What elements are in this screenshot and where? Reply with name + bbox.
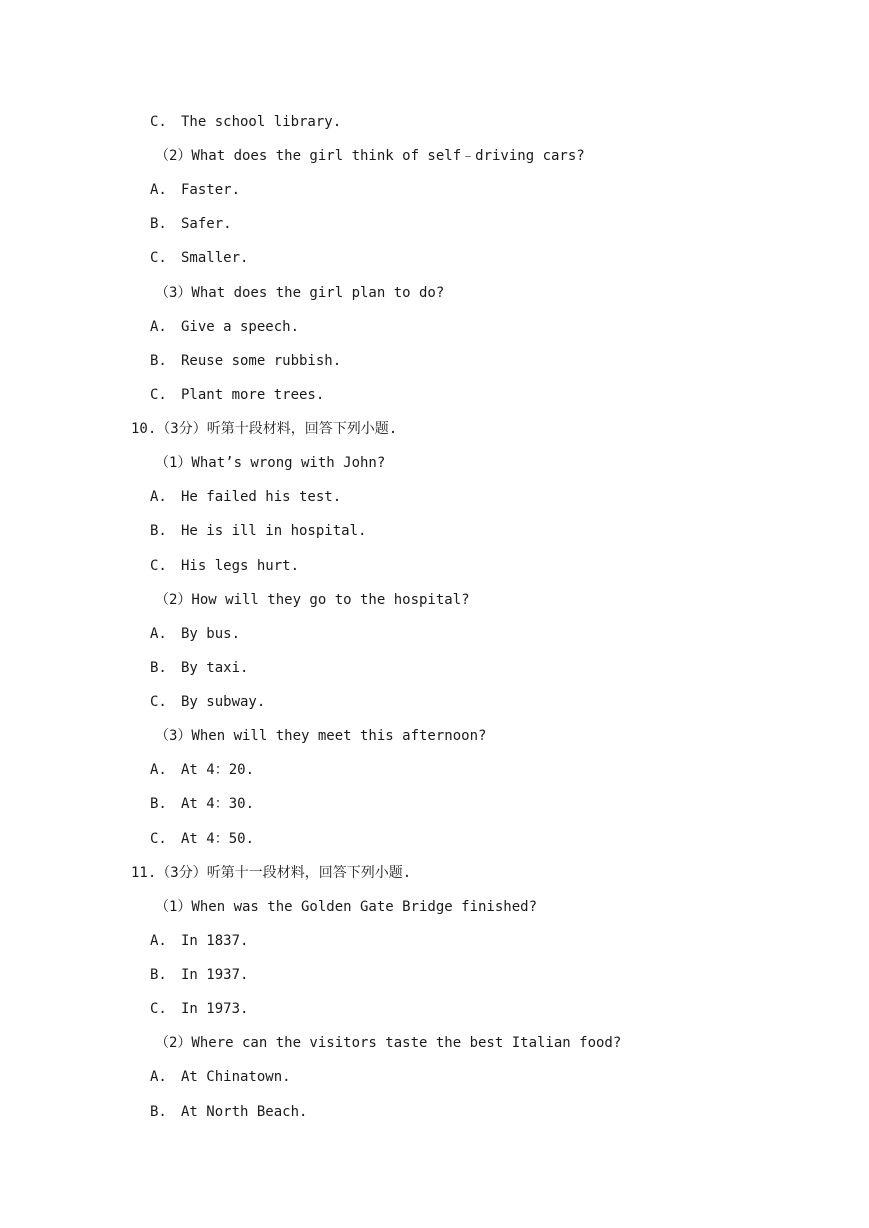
option-letter: C. <box>150 831 167 847</box>
option-a-failed-test <box>150 488 341 506</box>
question-11-heading: 11.（3分）听第十一段材料，回答下列小题. <box>131 865 412 881</box>
option-letter: B. <box>150 1104 167 1120</box>
option-text: In 1973. <box>181 1001 249 1017</box>
option-letter: B. <box>150 967 167 983</box>
option-letter: C. <box>150 114 167 130</box>
question-10-heading: 10.（3分）听第十段材料，回答下列小题. <box>131 421 398 437</box>
option-letter: A. <box>150 319 167 335</box>
option-a-faster <box>150 181 240 199</box>
option-b-north-beach <box>150 1103 307 1121</box>
option-a-chinatown <box>150 1068 291 1086</box>
sub-question-john: （1）What’s wrong with John? <box>155 455 386 471</box>
option-letter: C. <box>150 1001 167 1017</box>
option-text: At North Beach. <box>181 1104 308 1120</box>
option-text: He failed his test. <box>181 489 342 505</box>
option-b-1937 <box>150 966 248 984</box>
option-text: Plant more trees. <box>181 387 325 403</box>
option-text: He is ill in hospital. <box>181 523 367 539</box>
option-text: Safer. <box>181 216 232 232</box>
option-letter: C. <box>150 558 167 574</box>
option-a-speech <box>150 318 299 336</box>
sub-question-italian-food: （2）Where can the visitors taste the best Italian food? <box>155 1035 622 1051</box>
option-c-450 <box>150 830 254 848</box>
option-letter: C. <box>150 694 167 710</box>
option-text: In 1937. <box>181 967 249 983</box>
option-b-430 <box>150 795 254 813</box>
option-c-subway <box>150 693 265 711</box>
option-c-legs-hurt <box>150 557 299 575</box>
option-c-trees <box>150 386 324 404</box>
option-letter: B. <box>150 523 167 539</box>
option-letter: B. <box>150 216 167 232</box>
option-a-bus <box>150 625 240 643</box>
option-c-1973 <box>150 1000 248 1018</box>
option-text: Give a speech. <box>181 319 300 335</box>
option-letter: A. <box>150 762 167 778</box>
option-text: At Chinatown. <box>181 1069 291 1085</box>
option-text: His legs hurt. <box>181 558 300 574</box>
option-c-school-library <box>150 113 341 131</box>
option-b-rubbish <box>150 352 341 370</box>
sub-question-meet-time: （3）When will they meet this afternoon? <box>155 728 487 744</box>
option-a-420 <box>150 761 254 779</box>
option-text: In 1837. <box>181 933 249 949</box>
option-text: Smaller. <box>181 250 249 266</box>
option-text: At 4：30. <box>181 796 255 812</box>
option-letter: C. <box>150 250 167 266</box>
option-text: At 4：50. <box>181 831 255 847</box>
option-text: By bus. <box>181 626 241 642</box>
option-letter: A. <box>150 933 167 949</box>
option-b-ill-hospital <box>150 522 366 540</box>
option-letter: C. <box>150 387 167 403</box>
option-letter: A. <box>150 182 167 198</box>
option-b-taxi <box>150 659 248 677</box>
option-text: By subway. <box>181 694 266 710</box>
option-text: Faster. <box>181 182 241 198</box>
option-letter: A. <box>150 626 167 642</box>
option-letter: A. <box>150 489 167 505</box>
option-text: The school library. <box>181 114 342 130</box>
sub-question-hospital: （2）How will they go to the hospital? <box>155 592 470 608</box>
option-text: By taxi. <box>181 660 249 676</box>
option-letter: B. <box>150 796 167 812</box>
option-letter: B. <box>150 353 167 369</box>
option-c-smaller <box>150 249 248 267</box>
option-letter: A. <box>150 1069 167 1085</box>
sub-question-self-driving-cars: （2）What does the girl think of self﹣driving cars? <box>155 148 585 164</box>
option-text: At 4：20. <box>181 762 255 778</box>
option-letter: B. <box>150 660 167 676</box>
option-text: Reuse some rubbish. <box>181 353 342 369</box>
option-a-1837 <box>150 932 248 950</box>
option-b-safer <box>150 215 232 233</box>
sub-question-golden-gate: （1）When was the Golden Gate Bridge finished? <box>155 899 538 915</box>
sub-question-girl-plan: （3）What does the girl plan to do? <box>155 285 445 301</box>
